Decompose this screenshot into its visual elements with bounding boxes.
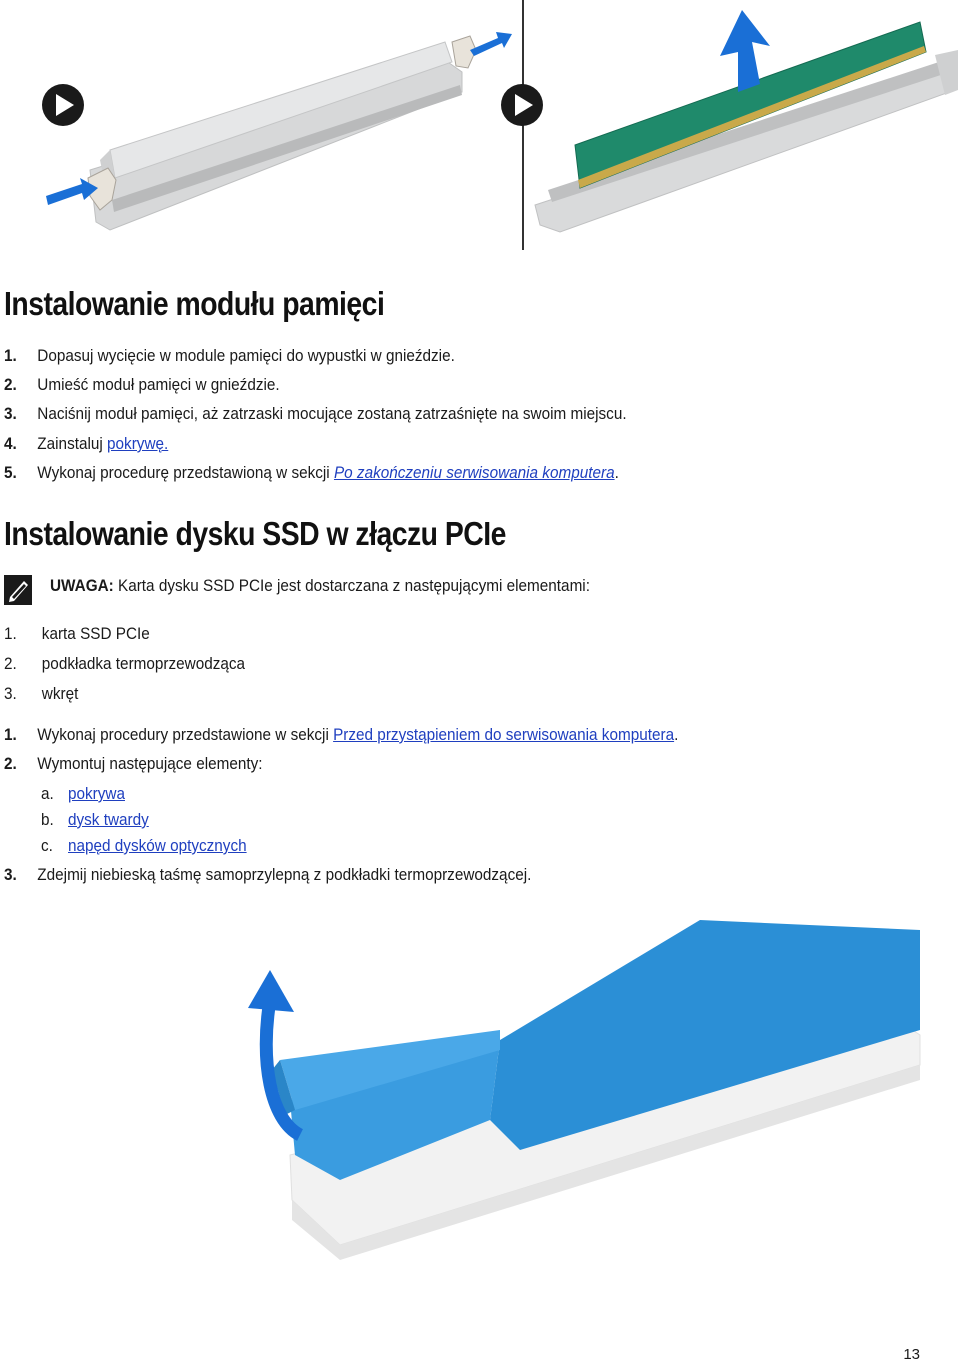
page-number: 13 (903, 1346, 920, 1363)
link-naped-dyskow[interactable]: napęd dysków optycznych (68, 836, 247, 855)
step-text: Zainstaluj (37, 434, 108, 453)
note-pencil-icon (4, 575, 32, 605)
note-label: UWAGA: (50, 576, 114, 595)
thermal-pad-figure (200, 900, 960, 1280)
list-item (4, 375, 280, 395)
step-number: 5. (4, 463, 17, 482)
link-dysk-twardy[interactable]: dysk twardy (68, 810, 149, 829)
list-item (4, 346, 455, 366)
sub-list-item (41, 836, 247, 856)
step-text: Wykonaj procedury przedstawione w sekcji (37, 725, 334, 744)
component-number: 2. (4, 654, 17, 673)
step-number: 3. (4, 404, 17, 423)
list-item (4, 404, 627, 424)
link-przed-przystapieniem[interactable]: Przed przystąpieniem do serwisowania komputera (333, 725, 675, 744)
component-text: podkładka termoprzewodząca (41, 654, 246, 673)
list-item (4, 654, 245, 674)
step-text: Wykonaj procedurę przedstawioną w sekcji (37, 463, 334, 482)
sub-letter: c. (41, 836, 53, 855)
list-item (4, 754, 263, 774)
step-number: 2. (4, 375, 17, 394)
step-text-after: . (674, 725, 679, 744)
component-number: 1. (4, 624, 17, 643)
list-item (4, 624, 150, 644)
memory-slot-left (90, 42, 462, 230)
sub-list-item (41, 784, 125, 804)
step-number: 1. (4, 725, 17, 744)
list-item (4, 865, 531, 885)
memory-module-figure (0, 0, 960, 252)
step-text: Naciśnij moduł pamięci, aż zatrzaski mocujące zostaną zatrzaśnięte na swoim miejscu. (37, 404, 627, 423)
link-pokrywe[interactable]: pokrywę. (107, 434, 169, 453)
step-text: Wymontuj następujące elementy: (37, 754, 263, 773)
step-number: 4. (4, 434, 17, 453)
sub-list-item (41, 810, 149, 830)
component-text: wkręt (41, 684, 79, 703)
step-number: 3. (4, 865, 17, 884)
play-circle-icon (501, 84, 543, 126)
step-text-after: . (614, 463, 619, 482)
step-text: Zdejmij niebieską taśmę samoprzylepną z podkładki termoprzewodzącej. (37, 865, 532, 884)
step-text: Dopasuj wycięcie w module pamięci do wypustki w gnieździe. (37, 346, 455, 365)
step-number: 1. (4, 346, 17, 365)
component-number: 3. (4, 684, 17, 703)
list-item (4, 725, 678, 745)
sub-letter: b. (41, 810, 54, 829)
section1-title: Instalowanie modułu pamięci (4, 285, 385, 322)
step-text: Umieść moduł pamięci w gnieździe. (37, 375, 280, 394)
sub-letter: a. (41, 784, 54, 803)
list-item (4, 463, 619, 483)
component-text: karta SSD PCIe (41, 624, 150, 643)
link-po-zakonczeniu[interactable]: Po zakończeniu serwisowania komputera (333, 463, 615, 482)
section2-title: Instalowanie dysku SSD w złączu PCIe (4, 515, 506, 552)
note (50, 576, 590, 596)
list-item (4, 684, 78, 704)
step-number: 2. (4, 754, 17, 773)
list-item (4, 434, 168, 454)
link-pokrywa[interactable]: pokrywa (68, 784, 125, 803)
note-text: Karta dysku SSD PCIe jest dostarczana z następującymi elementami: (113, 576, 590, 595)
play-circle-icon (42, 84, 84, 126)
